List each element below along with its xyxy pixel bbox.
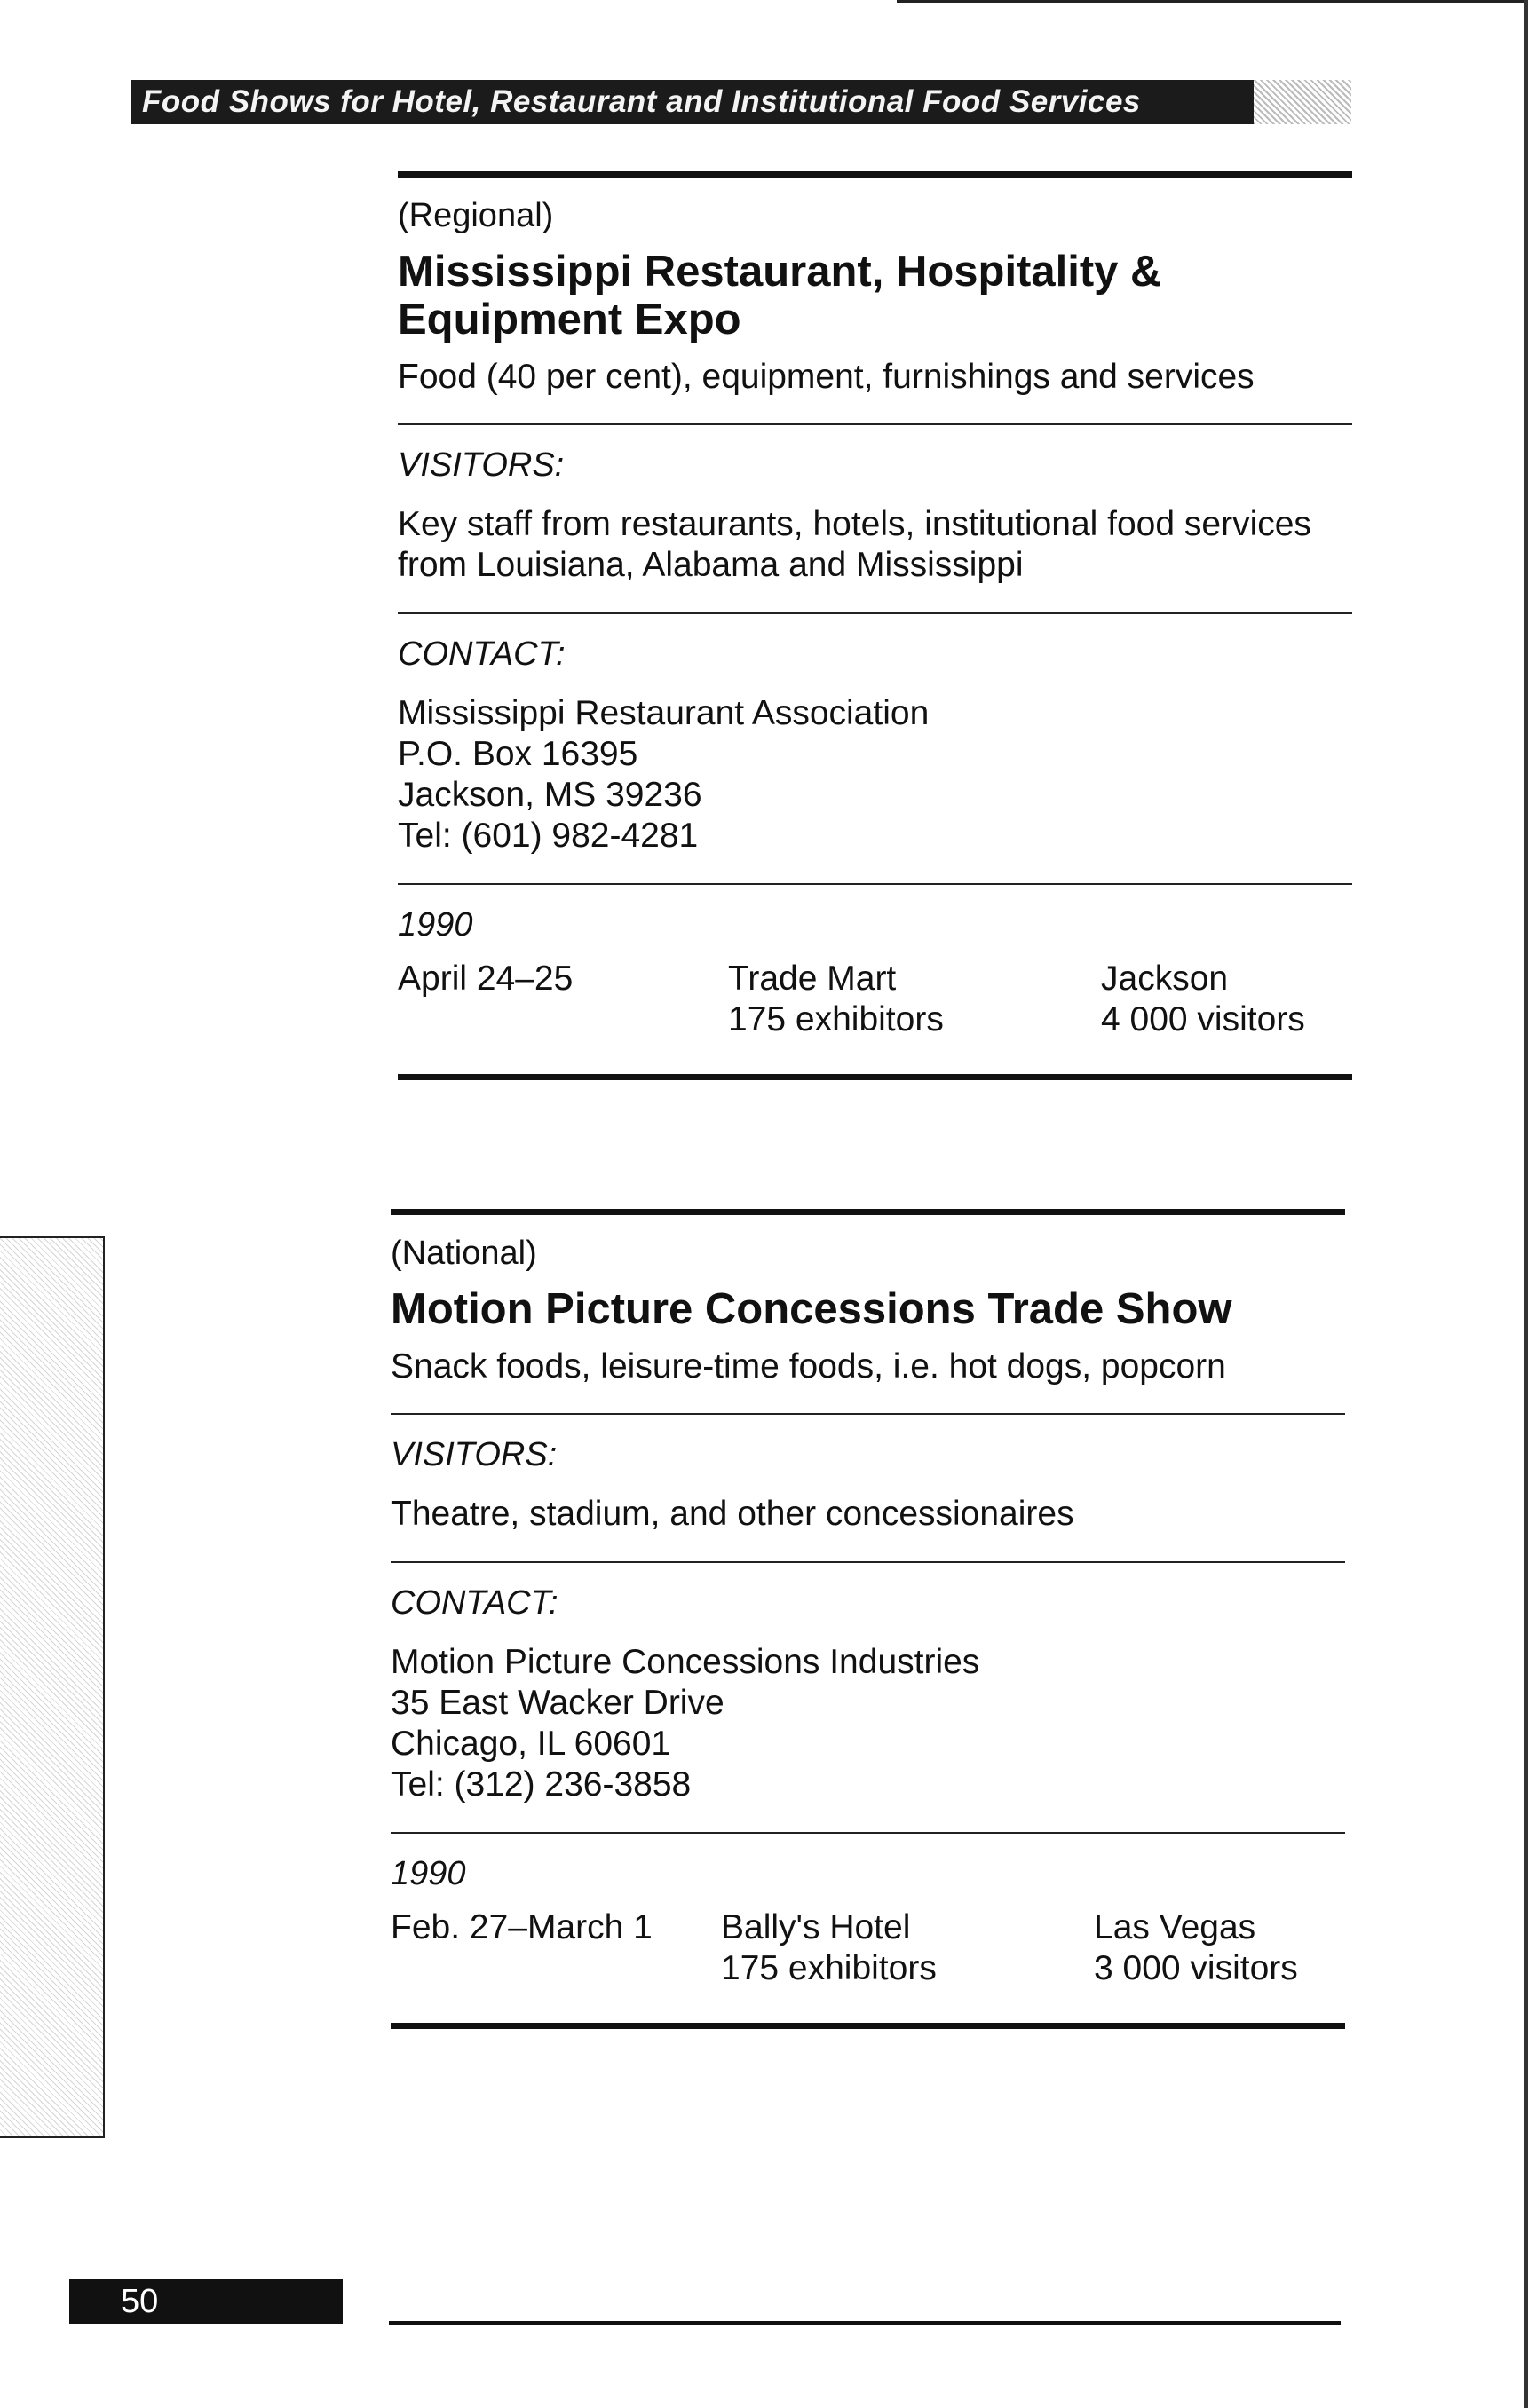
divider [391,1832,1345,1834]
footer-rule [389,2321,1341,2325]
contact-block [398,693,1352,857]
contact-line: Mississippi Restaurant Association [398,694,930,732]
section-header-bar: Food Shows for Hotel, Restaurant and Institutional Food Services [131,80,1351,124]
event-visitors: 3 000 visitors [1094,1949,1298,1987]
event-visitors: 4 000 visitors [1101,1000,1305,1038]
visitors-text: Key staff from restaurants, hotels, institutional food services from Louisiana, Alabama and Mississippi [398,505,1311,584]
show-description: Snack foods, leisure-time foods, i.e. hot dogs, popcorn [391,1347,1226,1386]
divider [398,883,1352,885]
divider-thick [391,1209,1345,1215]
year-label: 1990 [391,1855,466,1892]
show-entry [398,171,1352,1080]
event-venue: Trade Mart [728,959,897,998]
show-title: Mississippi Restaurant, Hospitality & Equipment Expo [398,248,1162,343]
divider-thick [398,1074,1352,1080]
event-details-row [398,959,1352,1040]
event-exhibitors: 175 exhibitors [728,1000,944,1038]
page-right-edge [1524,0,1528,2408]
event-venue-block [721,1907,1094,1989]
show-description: Food (40 per cent), equipment, furnishings and services [398,358,1255,396]
contact-line: P.O. Box 16395 [398,735,638,773]
contact-label: CONTACT: [398,636,566,673]
contact-line: Tel: (312) 236-3858 [391,1765,692,1804]
divider-thick [398,171,1352,178]
show-entry [391,1209,1345,2029]
contact-line: Jackson, MS 39236 [398,776,702,814]
event-exhibitors: 175 exhibitors [721,1949,937,1987]
event-city-block [1101,959,1352,1040]
contact-line: 35 East Wacker Drive [391,1684,724,1722]
event-venue-block [728,959,1101,1040]
divider [398,423,1352,425]
visitors-label: VISITORS: [398,446,565,484]
divider [391,1413,1345,1415]
show-scope: (Regional) [398,197,554,234]
contact-line: Tel: (601) 982-4281 [398,817,699,855]
show-scope: (National) [391,1235,537,1272]
contact-block [391,1642,1345,1805]
contact-line: Chicago, IL 60601 [391,1725,671,1763]
event-city: Las Vegas [1094,1908,1256,1946]
visitors-text: Theatre, stadium, and other concessionaires [391,1495,1074,1533]
contact-line: Motion Picture Concessions Industries [391,1643,980,1681]
event-date: April 24–25 [398,959,574,998]
event-venue: Bally's Hotel [721,1908,911,1946]
visitors-label: VISITORS: [391,1436,558,1473]
show-title: Motion Picture Concessions Trade Show [391,1285,1232,1333]
divider [398,612,1352,614]
side-thumb-tab [0,1236,105,2138]
contact-label: CONTACT: [391,1584,558,1622]
divider-thick [391,2023,1345,2029]
divider [391,1561,1345,1563]
event-details-row [391,1907,1345,1989]
event-city-block [1094,1907,1345,1989]
page-top-edge [897,0,1528,3]
event-city: Jackson [1101,959,1229,998]
year-label: 1990 [398,906,473,943]
event-date: Feb. 27–March 1 [391,1908,653,1946]
page-number: 50 [69,2279,343,2324]
